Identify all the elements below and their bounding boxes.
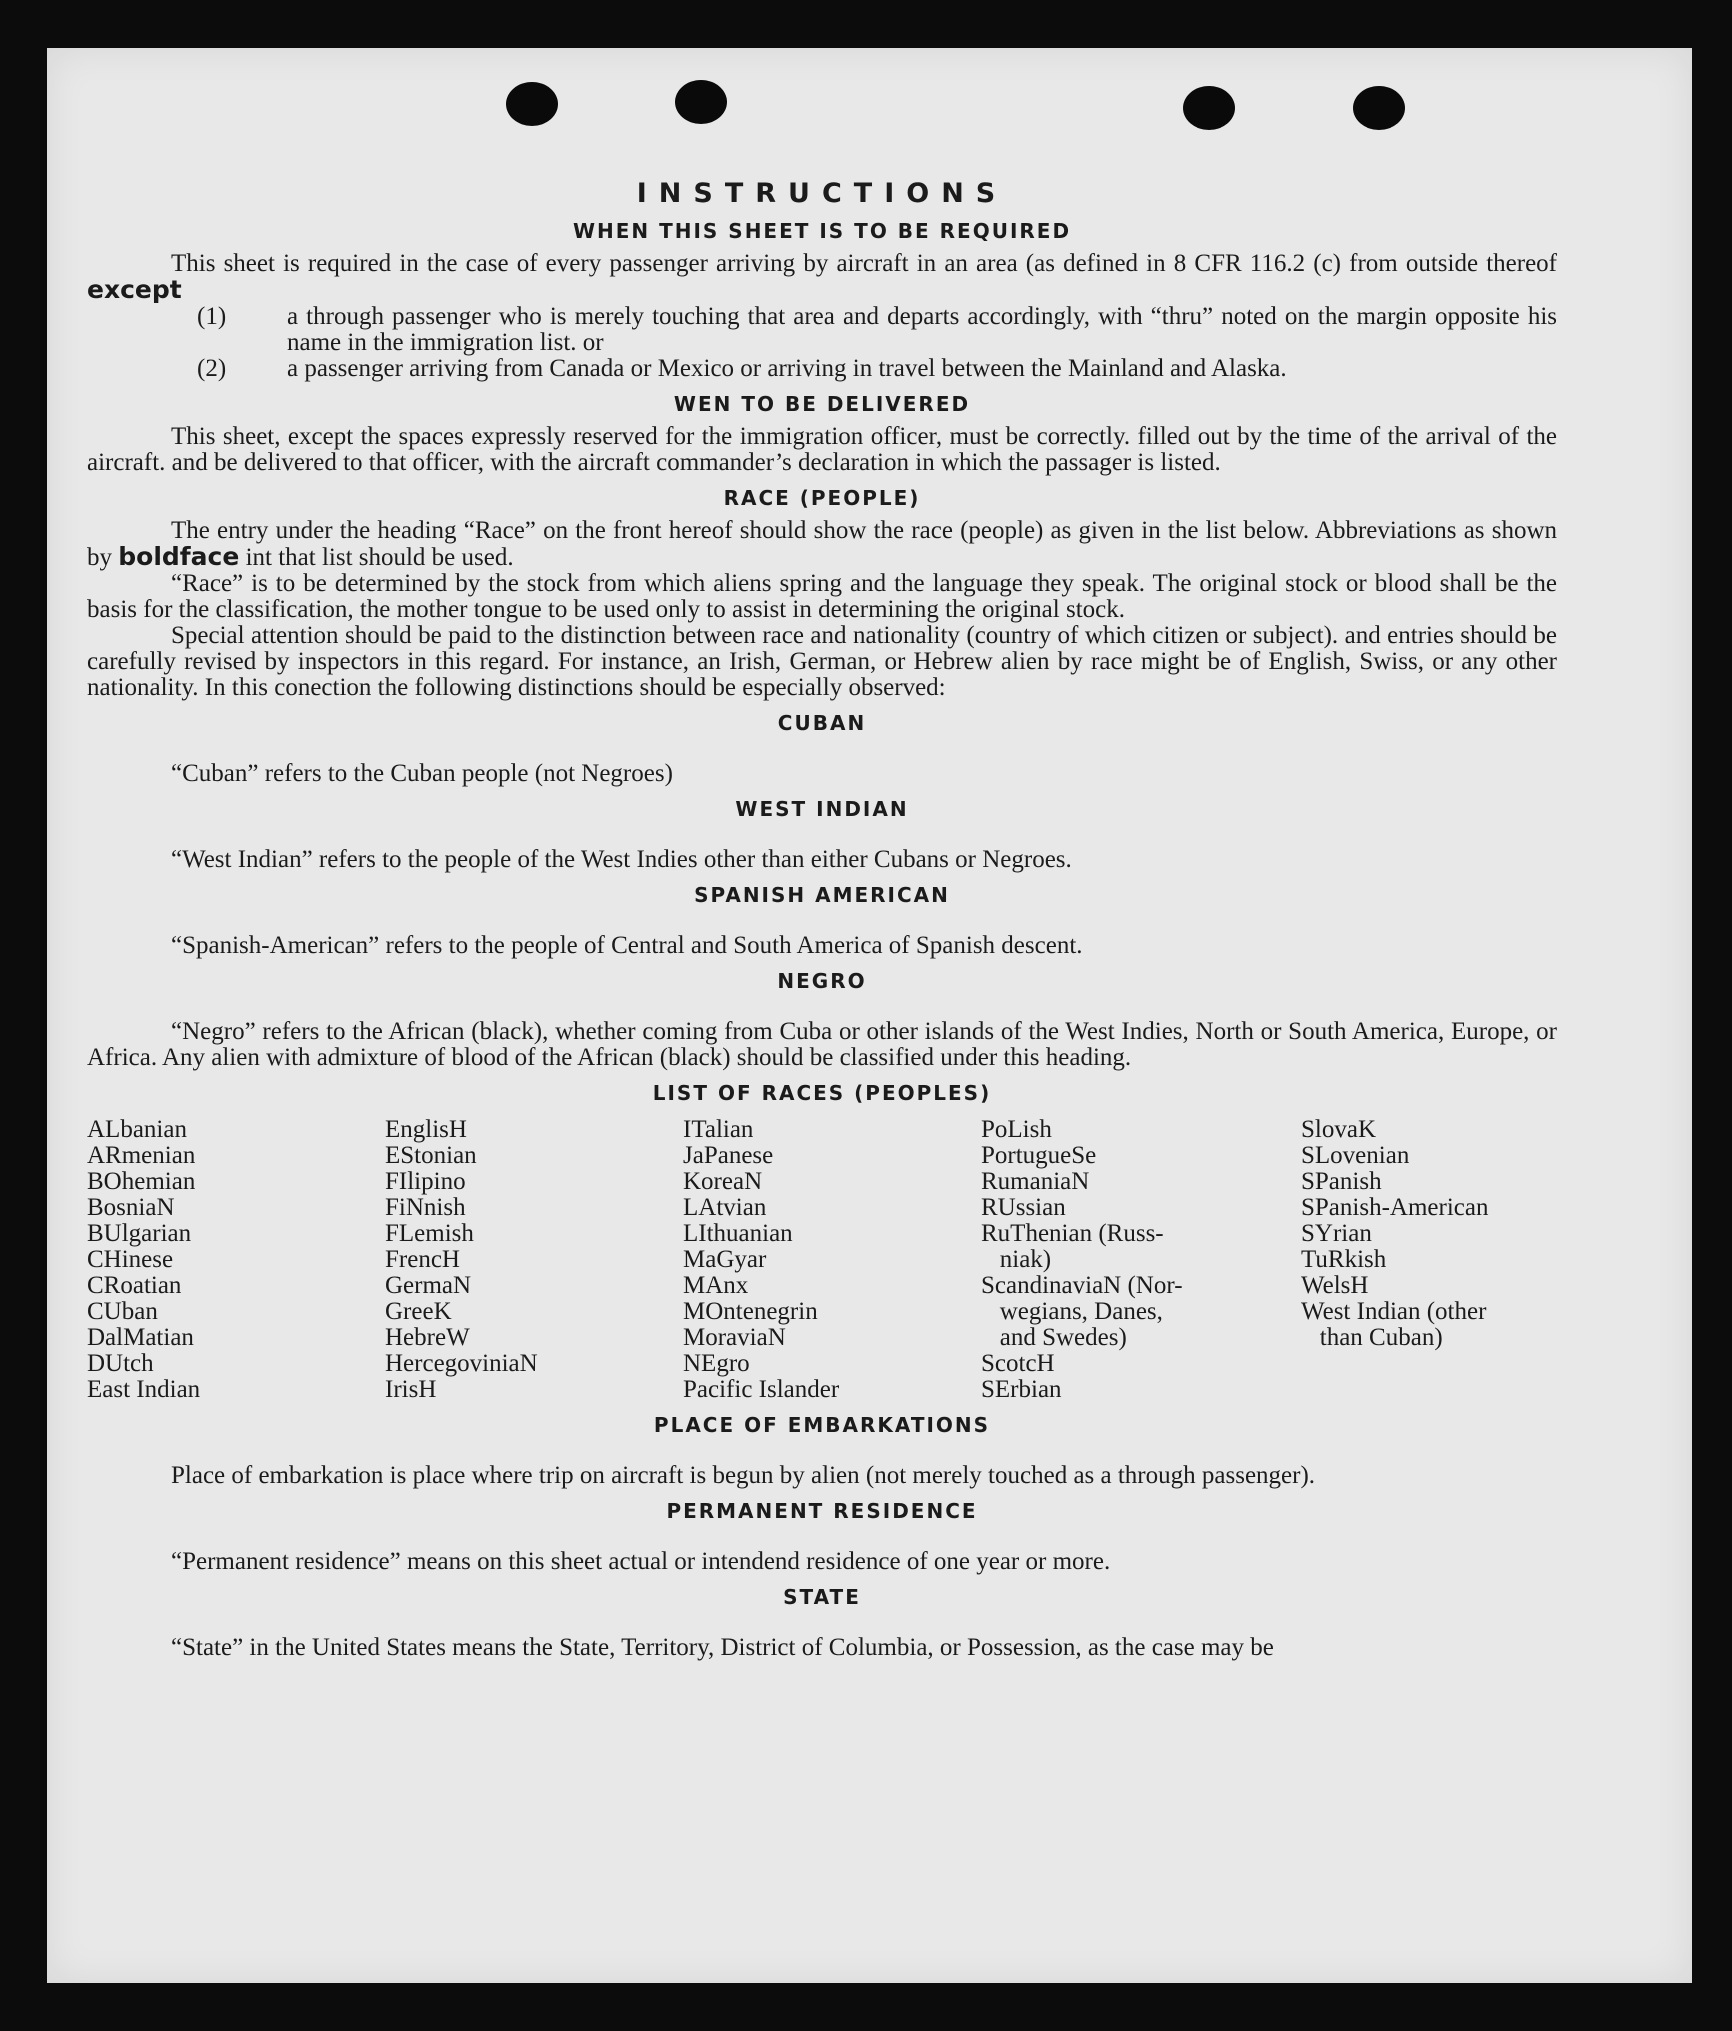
race-entry: MaGyar [683,1246,767,1273]
boldface-bold: boldface [118,542,240,571]
race-entry: CUban [87,1298,158,1325]
race-entry: SLovenian [1301,1142,1410,1169]
race-column [683,1117,981,1403]
race-entry: GermaN [385,1272,472,1299]
race-entry: niak) [981,1246,1052,1273]
embarkation-text: Place of embarkation is place where trip on aircraft is begun by alien (not merely touched as a through passenger). [171,1462,1316,1489]
section-heading-cuban: CUBAN [777,711,867,735]
race-entry: SYrian [1301,1220,1372,1247]
when-required-intro: This sheet is required in the case of every passenger arriving by aircraft in an area (as defined in 8 CFR 116.2 (c) from outside thereof except [87,250,1557,304]
section-heading-when-required: WHEN THIS SHEET IS TO BE REQUIRED [572,219,1072,243]
cuban-text: “Cuban” refers to the Cuban people (not Negroes) [171,760,673,787]
page-title: INSTRUCTIONS [636,178,1008,209]
race-entry: RuThenian (Russ- [981,1220,1164,1247]
race-entry: FrencH [385,1246,460,1273]
race-entry: MAnx [683,1272,749,1299]
race-entry: HercegoviniaN [385,1350,538,1377]
race-entry: IrisH [385,1376,437,1403]
section-heading-negro: NEGRO [777,969,867,993]
race-entry: MoraviaN [683,1324,786,1351]
race-entry: FiNnish [385,1194,466,1221]
race-entry: LIthuanian [683,1220,793,1247]
when-delivered-text: This sheet, except the spaces expressly reserved for the immigration officer, must be correctly. filled out by the time of the arrival of the aircraft. and be delivered to that officer, with the aircraft commander’s declaration in which the passager is listed. [87,423,1557,476]
section-heading-state: STATE [783,1585,861,1609]
race-column [87,1117,385,1403]
race-entry: CHinese [87,1246,174,1273]
race-paragraph-1: The entry under the heading “Race” on the front hereof should show the race (people) as given in the list below. Abbreviations as shown by boldface int that list should be used. [87,517,1557,571]
exception-item-2: (2) a passenger arriving from Canada or Mexico or arriving in travel between the Mainland and Alaska. [197,355,1287,382]
race-entry: wegians, Danes, [981,1298,1163,1325]
section-heading-embarkation: PLACE OF EMBARKATIONS [653,1413,991,1437]
race-entry: and Swedes) [981,1324,1127,1351]
race-entry: GreeK [385,1298,452,1325]
race-entry: DUtch [87,1350,154,1377]
race-paragraph-2: “Race” is to be determined by the stock from which aliens spring and the language they speak. The original stock or blood shall be the basis for the classification, the mother tongue to be used only to assist in determining the original stock. [87,570,1557,623]
race-entry: NEgro [683,1350,750,1377]
race-entry: EnglisH [385,1116,467,1143]
race-entry: PortugueSe [981,1142,1097,1169]
race-entry: ScotcH [981,1350,1055,1377]
section-heading-race: RACE (PEOPLE) [723,486,921,510]
document-body [87,178,1557,1661]
race-entry: SErbian [981,1376,1062,1403]
section-heading-spanish-american: SPANISH AMERICAN [694,883,950,907]
race-entry: than Cuban) [1301,1324,1443,1351]
race-entry: SlovaK [1301,1116,1376,1143]
document-sheet [47,48,1692,1983]
punch-hole [506,82,558,126]
race-entry: HebreW [385,1324,470,1351]
race-column [1301,1117,1561,1403]
race-paragraph-3: Special attention should be paid to the distinction between race and nationality (country of which citizen or subject). and entries should be carefully revised by inspectors in this regard. For instance, an Irish, German, or Hebrew alien by race might be of English, Swiss, or any other nationality. In this conection the following distinctions should be especially observed: [87,622,1557,701]
race-column [385,1117,683,1403]
race-entry: DalMatian [87,1324,194,1351]
race-entry: PoLish [981,1116,1052,1143]
punch-hole [1183,86,1235,130]
section-heading-when-delivered: WEN TO BE DELIVERED [673,392,971,416]
race-entry: West Indian (other [1301,1298,1487,1325]
section-heading-list-of-races: LIST OF RACES (PEOPLES) [652,1081,992,1105]
race-entry: LAtvian [683,1194,767,1221]
race-entry: BOhemian [87,1168,196,1195]
race-entry: FIlipino [385,1168,466,1195]
race-column [981,1117,1301,1403]
race-entry: East Indian [87,1376,201,1403]
race-entry: ITalian [683,1116,754,1143]
race-entry: KoreaN [683,1168,763,1195]
race-entry: TuRkish [1301,1246,1387,1273]
race-entry: SPanish-American [1301,1194,1489,1221]
spanish-american-text: “Spanish-American” refers to the people of Central and South America of Spanish descent. [171,932,1083,959]
except-bold: except [87,275,182,304]
state-text: “State” in the United States means the State, Territory, District of Columbia, or Possession, as the case may be [171,1634,1274,1661]
permanent-residence-text: “Permanent residence” means on this sheet actual or intendend residence of one year or more. [171,1548,1111,1575]
race-entry: BosniaN [87,1194,175,1221]
race-entry: BUlgarian [87,1220,192,1247]
race-entry: ARmenian [87,1142,196,1169]
negro-text: “Negro” refers to the African (black), whether coming from Cuba or other islands of the West Indies, North or South America, Europe, or Africa. Any alien with admixture of blood of the African (black) should be classified under this heading. [87,1018,1557,1071]
punch-hole [1353,86,1405,130]
race-entry: MOntenegrin [683,1298,818,1325]
race-entry: FLemish [385,1220,474,1247]
section-heading-permanent-residence: PERMANENT RESIDENCE [666,1499,978,1523]
race-entry: Pacific Islander [683,1376,840,1403]
race-entry: RUssian [981,1194,1066,1221]
section-heading-west-indian: WEST INDIAN [735,797,909,821]
race-entry: SPanish [1301,1168,1382,1195]
race-entry: EStonian [385,1142,477,1169]
race-entry: ALbanian [87,1116,187,1143]
race-entry: JaPanese [683,1142,774,1169]
punch-hole [675,80,727,124]
race-entry: CRoatian [87,1272,182,1299]
race-list [87,1117,1557,1403]
exception-item-1: (1) a through passenger who is merely touching that area and departs accordingly, with “thru” noted on the margin opposite his name in the immigration list. or [197,303,1557,356]
west-indian-text: “West Indian” refers to the people of the West Indies other than either Cubans or Negroes. [171,846,1072,873]
race-entry: WelsH [1301,1272,1369,1299]
race-entry: ScandinaviaN (Nor- [981,1272,1183,1299]
race-entry: RumaniaN [981,1168,1090,1195]
